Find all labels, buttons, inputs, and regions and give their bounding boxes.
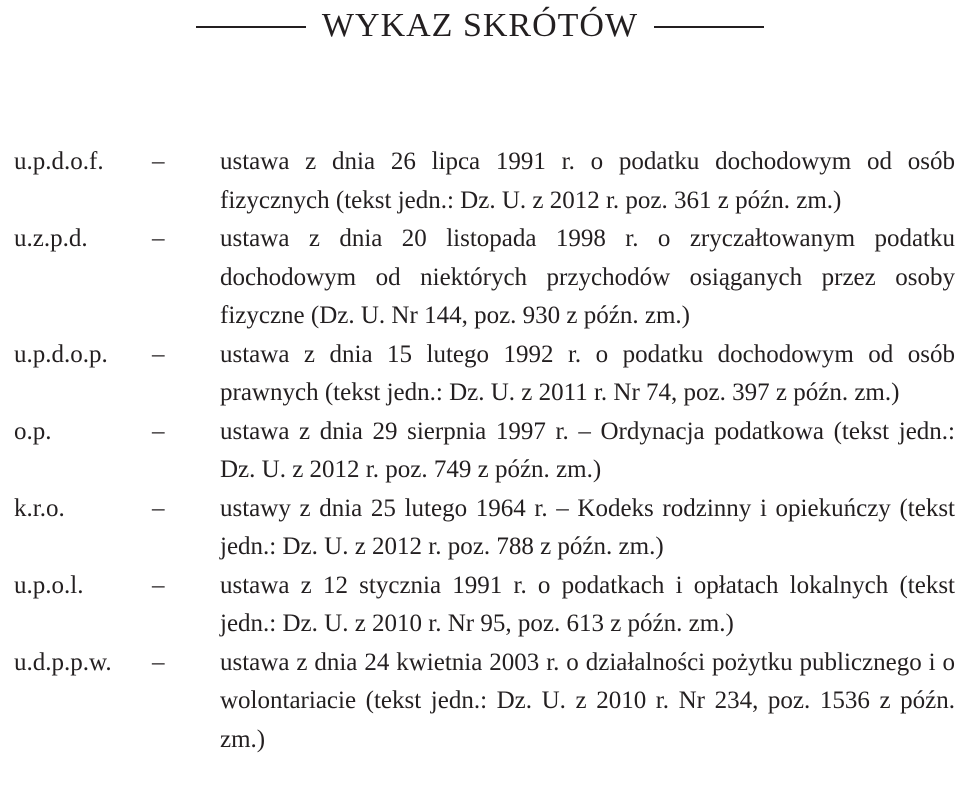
header-rule-left [196, 26, 306, 28]
header-rule-right [654, 26, 764, 28]
abbreviation-definition: ustawa z 12 stycznia 1991 r. o podatkach i opłatach lokalnych (tekst jedn.: Dz. U. z 2010 r. Nr 95, poz. 613 z późn. zm.) [220, 571, 955, 637]
abbreviation-entry [14, 143, 960, 220]
abbreviation-definition: ustawa z dnia 15 lutego 1992 r. o podatku dochodowym od osób prawnych (tekst jedn.: Dz. U. z 2011 r. Nr 74, poz. 397 z późn. zm.) [220, 340, 955, 406]
abbreviation-term: u.p.d.o.p. [14, 340, 108, 368]
abbreviation-term: u.p.d.o.f. [14, 148, 104, 175]
entry-dash: – [152, 417, 165, 445]
page-header [0, 6, 960, 46]
entry-dash: – [152, 225, 165, 252]
abbreviation-entry [14, 220, 960, 336]
abbreviation-term: u.d.p.p.w. [14, 648, 112, 676]
abbreviation-entry [14, 336, 960, 413]
page-title: WYKAZ SKRÓTÓW [321, 7, 639, 44]
entry-dash: – [152, 494, 165, 522]
abbreviation-definition: ustawa z dnia 24 kwietnia 2003 r. o działalności pożytku publicznego i o wolontariacie (tekst jedn.: Dz. U. z 2010 r. Nr 234, poz. 1536 z późn. zm.) [220, 648, 955, 753]
abbreviation-entry [14, 644, 960, 760]
abbreviation-definition: ustawa z dnia 29 sierpnia 1997 r. – Ordynacja podatkowa (tekst jedn.: Dz. U. z 2012 r. poz. 749 z późn. zm.) [220, 417, 955, 483]
abbreviation-entry [14, 490, 960, 567]
abbreviation-entry [14, 567, 960, 644]
abbreviation-entry [14, 413, 960, 490]
entry-dash: – [152, 340, 165, 368]
entry-dash: – [152, 571, 165, 599]
abbreviation-term: k.r.o. [14, 494, 65, 522]
abbreviation-term: u.p.o.l. [14, 571, 84, 599]
abbreviation-term: o.p. [14, 417, 52, 445]
abbreviation-term: u.z.p.d. [14, 225, 88, 252]
entry-dash: – [152, 148, 165, 175]
abbreviation-definition: ustawa z dnia 26 lipca 1991 r. o podatku dochodowym od osób fizycznych (tekst jedn.: Dz. U. z 2012 r. poz. 361 z późn. zm.) [220, 148, 955, 214]
entry-dash: – [152, 648, 165, 676]
abbreviation-definition: ustawa z dnia 20 listopada 1998 r. o zryczałtowanym podatku dochodowym od niektórych przychodów osiąganych przez osoby fizyczne (Dz. U. Nr 144, poz. 930 z późn. zm.) [220, 225, 955, 329]
abbreviation-definition: ustawy z dnia 25 lutego 1964 r. – Kodeks rodzinny i opiekuńczy (tekst jedn.: Dz. U. z 2012 r. poz. 788 z późn. zm.) [220, 494, 955, 560]
abbreviation-list [14, 143, 960, 759]
